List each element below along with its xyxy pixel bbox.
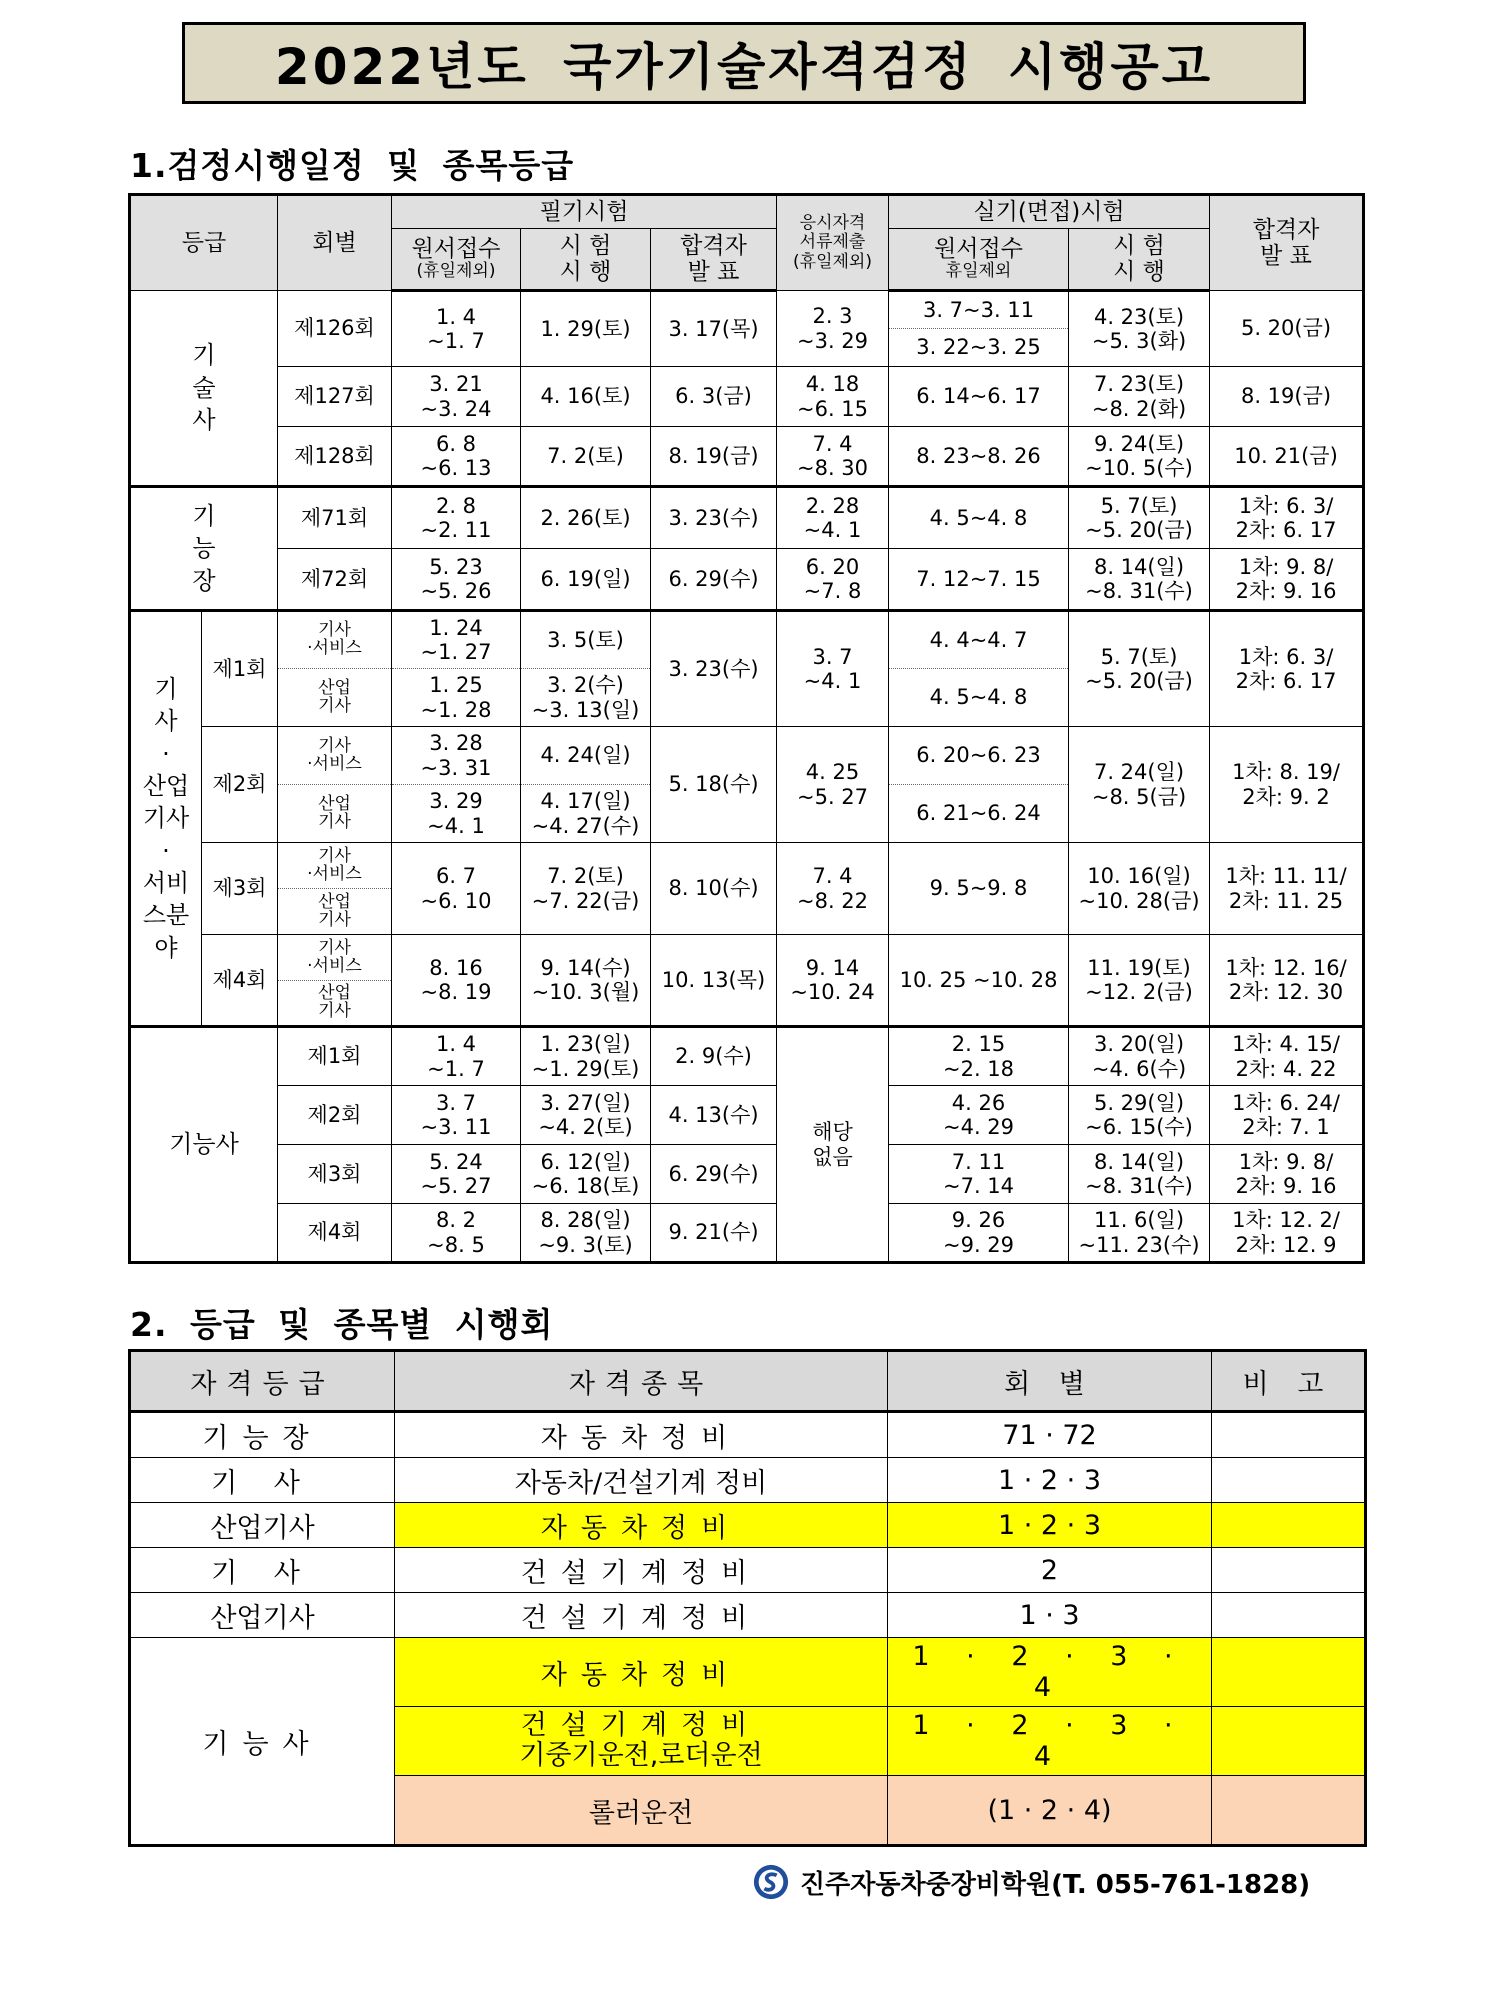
app-cell: 3. 29 ~4. 1 <box>392 785 521 843</box>
col-qual-item: 자격종목 <box>395 1351 888 1412</box>
app-cell: 1. 25 ~1. 28 <box>392 669 521 727</box>
round-cell: 1 · 2 · 3 · 4 <box>888 1707 1212 1776</box>
exam-cell: 6. 12(일) ~6. 18(토) <box>521 1145 651 1204</box>
grade-cell: 기능장 <box>130 1412 395 1458</box>
round-cell: 제126회 <box>278 291 392 367</box>
item-cell: 자동차정비 <box>395 1412 888 1458</box>
practical-app-cell: 6. 20~6. 23 <box>889 727 1069 785</box>
item-cell: 자동차/건설기계 정비 <box>395 1458 888 1503</box>
round-cell: 제128회 <box>278 427 392 487</box>
note-cell <box>1212 1458 1366 1503</box>
item-cell: 건설기계정비 <box>395 1593 888 1638</box>
practical-exam-cell: 4. 23(토) ~5. 3(화) <box>1069 291 1210 367</box>
pass-cell: 8. 10(수) <box>651 843 777 935</box>
footer-contact: 진주자동차중장비학원(T. 055-761-1828) <box>800 1869 1311 1900</box>
pass-cell: 3. 23(수) <box>651 487 777 549</box>
round-cell: 1 · 2 · 3 <box>888 1458 1212 1503</box>
grade-gineungjang: 기 능 장 <box>130 487 278 611</box>
practical-app-cell: 7. 11 ~7. 14 <box>889 1145 1069 1204</box>
round-cell: 1 · 3 <box>888 1593 1212 1638</box>
pass-cell: 2. 9(수) <box>651 1027 777 1086</box>
practical-exam-cell: 11. 6(일) ~11. 23(수) <box>1069 1204 1210 1263</box>
pass-cell: 6. 29(수) <box>651 549 777 611</box>
col-practical-app: 원서접수 휴일제외 <box>889 229 1069 291</box>
pass-cell: 3. 23(수) <box>651 611 777 727</box>
exam-cell: 3. 5(토) <box>521 611 651 669</box>
round-cell: (1 · 2 · 4) <box>888 1776 1212 1846</box>
pass-cell: 5. 18(수) <box>651 727 777 843</box>
practical-app-cell: 9. 26 ~9. 29 <box>889 1204 1069 1263</box>
app-cell: 6. 7 ~6. 10 <box>392 843 521 935</box>
app-cell: 1. 4 ~1. 7 <box>392 291 521 367</box>
round-cell: 제2회 <box>278 1086 392 1145</box>
practical-app-cell: 4. 26 ~4. 29 <box>889 1086 1069 1145</box>
pass-cell: 3. 17(목) <box>651 291 777 367</box>
app-cell: 3. 7 ~3. 11 <box>392 1086 521 1145</box>
practical-pass-cell: 5. 20(금) <box>1210 291 1364 367</box>
app-cell: 3. 21 ~3. 24 <box>392 367 521 427</box>
practical-app-cell: 3. 7~3. 11 <box>889 291 1069 329</box>
practical-exam-cell: 5. 7(토) ~5. 20(금) <box>1069 487 1210 549</box>
docs-cell: 해당 없음 <box>777 1027 889 1263</box>
app-cell: 3. 28 ~3. 31 <box>392 727 521 785</box>
practical-app-cell: 10. 25 ~10. 28 <box>889 935 1069 1027</box>
app-cell: 1. 24 ~1. 27 <box>392 611 521 669</box>
col-app: 원서접수 (휴일제외) <box>392 229 521 291</box>
practical-app-cell: 6. 21~6. 24 <box>889 785 1069 843</box>
grade-cell: 기능사 <box>130 1638 395 1846</box>
exam-cell: 3. 2(수) ~3. 13(일) <box>521 669 651 727</box>
practical-exam-cell: 8. 14(일) ~8. 31(수) <box>1069 1145 1210 1204</box>
round-cell: 제3회 <box>278 1145 392 1204</box>
exam-cell: 3. 27(일) ~4. 2(토) <box>521 1086 651 1145</box>
practical-pass-cell: 1차: 9. 8/ 2차: 9. 16 <box>1210 549 1364 611</box>
practical-app-cell: 4. 4~4. 7 <box>889 611 1069 669</box>
col-practical: 실기(면접)시험 <box>889 195 1210 229</box>
sub-grade-sanup: 산업 기사 <box>278 889 392 935</box>
docs-cell: 2. 28 ~4. 1 <box>777 487 889 549</box>
exam-cell: 6. 19(일) <box>521 549 651 611</box>
round-cell: 71 · 72 <box>888 1412 1212 1458</box>
pass-cell: 6. 29(수) <box>651 1145 777 1204</box>
grade-cell: 기 사 <box>130 1548 395 1593</box>
pass-cell: 4. 13(수) <box>651 1086 777 1145</box>
app-cell: 5. 24 ~5. 27 <box>392 1145 521 1204</box>
grade-cell: 산업기사 <box>130 1593 395 1638</box>
round-cell: 제127회 <box>278 367 392 427</box>
app-cell: 2. 8 ~2. 11 <box>392 487 521 549</box>
page-title: 2022년도 국가기술자격검정 시행공고 <box>182 22 1306 104</box>
col-grade: 등급 <box>130 195 278 291</box>
round-cell: 제2회 <box>202 727 278 843</box>
sub-grade-gisa: 기사 ·서비스 <box>278 843 392 889</box>
col-pass: 합격자 발 표 <box>651 229 777 291</box>
pass-cell: 8. 19(금) <box>651 427 777 487</box>
practical-pass-cell: 1차: 6. 24/ 2차: 7. 1 <box>1210 1086 1364 1145</box>
round-cell: 제1회 <box>202 611 278 727</box>
docs-cell: 6. 20 ~7. 8 <box>777 549 889 611</box>
practical-pass-cell: 1차: 8. 19/ 2차: 9. 2 <box>1210 727 1364 843</box>
item-cell: 롤러운전 <box>395 1776 888 1846</box>
item-cell: 건설기계정비 <box>395 1548 888 1593</box>
practical-app-cell: 3. 22~3. 25 <box>889 329 1069 367</box>
round-cell: 제71회 <box>278 487 392 549</box>
practical-app-cell: 7. 12~7. 15 <box>889 549 1069 611</box>
practical-app-cell: 4. 5~4. 8 <box>889 669 1069 727</box>
practical-exam-cell: 10. 16(일) ~10. 28(금) <box>1069 843 1210 935</box>
round-cell: 1 · 2 · 3 <box>888 1503 1212 1548</box>
note-cell <box>1212 1776 1366 1846</box>
docs-cell: 4. 25 ~5. 27 <box>777 727 889 843</box>
grade-gisa: 기 사 · 산업 기사 · 서비 스분 야 <box>130 611 202 1027</box>
practical-pass-cell: 1차: 11. 11/ 2차: 11. 25 <box>1210 843 1364 935</box>
practical-app-cell: 4. 5~4. 8 <box>889 487 1069 549</box>
round-cell: 제4회 <box>202 935 278 1027</box>
practical-exam-cell: 8. 14(일) ~8. 31(수) <box>1069 549 1210 611</box>
sub-grade-gisa: 기사 ·서비스 <box>278 611 392 669</box>
practical-app-cell: 8. 23~8. 26 <box>889 427 1069 487</box>
round-cell: 제72회 <box>278 549 392 611</box>
col-practical-exam: 시 험 시 행 <box>1069 229 1210 291</box>
docs-cell: 7. 4 ~8. 30 <box>777 427 889 487</box>
practical-pass-cell: 1차: 12. 16/ 2차: 12. 30 <box>1210 935 1364 1027</box>
item-cell: 건설기계정비 기중기운전,로더운전 <box>395 1707 888 1776</box>
section-title-grades: 2. 등급 및 종목별 시행회 <box>130 1305 554 1344</box>
practical-pass-cell: 1차: 4. 15/ 2차: 4. 22 <box>1210 1027 1364 1086</box>
section-title-schedule: 1.검정시행일정 및 종목등급 <box>130 146 575 185</box>
round-cell: 1 · 2 · 3 · 4 <box>888 1638 1212 1707</box>
practical-exam-cell: 5. 7(토) ~5. 20(금) <box>1069 611 1210 727</box>
practical-exam-cell: 9. 24(토) ~10. 5(수) <box>1069 427 1210 487</box>
item-cell: 자동차정비 <box>395 1503 888 1548</box>
note-cell <box>1212 1707 1366 1776</box>
exam-cell: 7. 2(토) ~7. 22(금) <box>521 843 651 935</box>
exam-cell: 2. 26(토) <box>521 487 651 549</box>
practical-app-cell: 2. 15 ~2. 18 <box>889 1027 1069 1086</box>
pass-cell: 9. 21(수) <box>651 1204 777 1263</box>
exam-cell: 1. 23(일) ~1. 29(토) <box>521 1027 651 1086</box>
col-qual-note: 비 고 <box>1212 1351 1366 1412</box>
col-written: 필기시험 <box>392 195 777 229</box>
docs-cell: 7. 4 ~8. 22 <box>777 843 889 935</box>
note-cell <box>1212 1593 1366 1638</box>
pass-cell: 6. 3(금) <box>651 367 777 427</box>
round-cell: 2 <box>888 1548 1212 1593</box>
practical-exam-cell: 5. 29(일) ~6. 15(수) <box>1069 1086 1210 1145</box>
practical-pass-cell: 10. 21(금) <box>1210 427 1364 487</box>
schedule-table <box>128 193 1365 1264</box>
practical-pass-cell: 1차: 6. 3/ 2차: 6. 17 <box>1210 611 1364 727</box>
note-cell <box>1212 1548 1366 1593</box>
note-cell <box>1212 1638 1366 1707</box>
practical-exam-cell: 7. 23(토) ~8. 2(화) <box>1069 367 1210 427</box>
note-cell <box>1212 1503 1366 1548</box>
exam-cell: 8. 28(일) ~9. 3(토) <box>521 1204 651 1263</box>
docs-cell: 4. 18 ~6. 15 <box>777 367 889 427</box>
exam-cell: 9. 14(수) ~10. 3(월) <box>521 935 651 1027</box>
sub-grade-gisa: 기사 ·서비스 <box>278 727 392 785</box>
note-cell <box>1212 1412 1366 1458</box>
col-round: 회별 <box>278 195 392 291</box>
exam-cell: 4. 24(일) <box>521 727 651 785</box>
docs-cell: 9. 14 ~10. 24 <box>777 935 889 1027</box>
col-qual-grade: 자격등급 <box>130 1351 395 1412</box>
pass-cell: 10. 13(목) <box>651 935 777 1027</box>
grade-cell: 기 사 <box>130 1458 395 1503</box>
grades-table <box>128 1349 1367 1847</box>
exam-cell: 4. 17(일) ~4. 27(수) <box>521 785 651 843</box>
sub-grade-sanup: 산업 기사 <box>278 981 392 1027</box>
docs-cell: 2. 3 ~3. 29 <box>777 291 889 367</box>
app-cell: 8. 2 ~8. 5 <box>392 1204 521 1263</box>
practical-exam-cell: 11. 19(토) ~12. 2(금) <box>1069 935 1210 1027</box>
sub-grade-sanup: 산업 기사 <box>278 669 392 727</box>
grade-gineungsa: 기능사 <box>130 1027 278 1263</box>
col-docs: 응시자격 서류제출 (휴일제외) <box>777 195 889 291</box>
practical-exam-cell: 7. 24(일) ~8. 5(금) <box>1069 727 1210 843</box>
footer <box>752 1860 1310 1904</box>
sub-grade-sanup: 산업 기사 <box>278 785 392 843</box>
exam-cell: 4. 16(토) <box>521 367 651 427</box>
col-exam: 시 험 시 행 <box>521 229 651 291</box>
exam-cell: 7. 2(토) <box>521 427 651 487</box>
item-cell: 자동차정비 <box>395 1638 888 1707</box>
practical-exam-cell: 3. 20(일) ~4. 6(수) <box>1069 1027 1210 1086</box>
practical-app-cell: 9. 5~9. 8 <box>889 843 1069 935</box>
col-qual-round: 회 별 <box>888 1351 1212 1412</box>
practical-app-cell: 6. 14~6. 17 <box>889 367 1069 427</box>
round-cell: 제1회 <box>278 1027 392 1086</box>
app-cell: 8. 16 ~8. 19 <box>392 935 521 1027</box>
practical-pass-cell: 1차: 9. 8/ 2차: 9. 16 <box>1210 1145 1364 1204</box>
round-cell: 제4회 <box>278 1204 392 1263</box>
col-practical-pass: 합격자 발 표 <box>1210 195 1364 291</box>
sub-grade-gisa: 기사 ·서비스 <box>278 935 392 981</box>
practical-pass-cell: 1차: 6. 3/ 2차: 6. 17 <box>1210 487 1364 549</box>
exam-cell: 1. 29(토) <box>521 291 651 367</box>
academy-logo-icon <box>752 1863 790 1901</box>
practical-pass-cell: 1차: 12. 2/ 2차: 12. 9 <box>1210 1204 1364 1263</box>
app-cell: 5. 23 ~5. 26 <box>392 549 521 611</box>
app-cell: 1. 4 ~1. 7 <box>392 1027 521 1086</box>
grade-cell: 산업기사 <box>130 1503 395 1548</box>
round-cell: 제3회 <box>202 843 278 935</box>
app-cell: 6. 8 ~6. 13 <box>392 427 521 487</box>
grade-gisulsa: 기 술 사 <box>130 291 278 487</box>
practical-pass-cell: 8. 19(금) <box>1210 367 1364 427</box>
docs-cell: 3. 7 ~4. 1 <box>777 611 889 727</box>
